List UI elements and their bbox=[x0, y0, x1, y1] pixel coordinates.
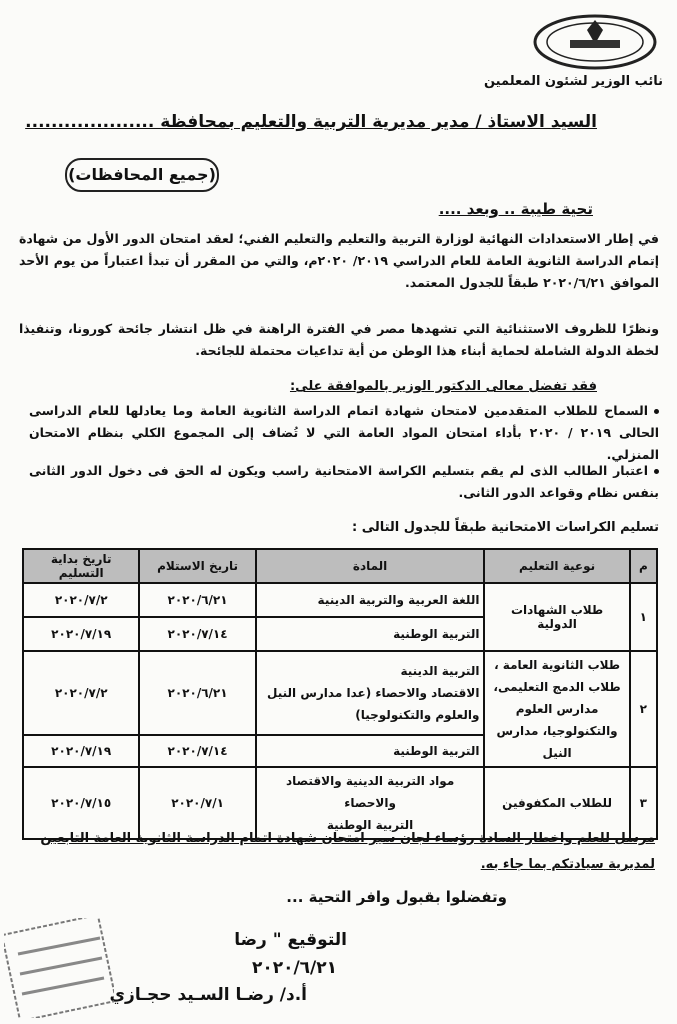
received-cell: ٢٠٢٠/٧/١ bbox=[139, 767, 255, 839]
subject-cell: مواد التربية الدينية والاقتصاد والاحصاء التربية الوطنية bbox=[256, 767, 485, 839]
received-cell: ٢٠٢٠/٧/١٤ bbox=[139, 735, 255, 767]
bullet-item bbox=[29, 400, 659, 466]
recipients-box: (جميع المحافظات) bbox=[65, 158, 219, 192]
delivery-cell: ٢٠٢٠/٧/١٩ bbox=[23, 735, 139, 767]
header-subject: المادة bbox=[256, 549, 485, 583]
bullet-icon bbox=[654, 469, 659, 474]
greeting: تحية طيبة .. وبعد .... bbox=[438, 200, 593, 218]
signatory-name: أ.د/ رضـا السـيد حجـازي bbox=[109, 985, 307, 1005]
group-num: ٢ bbox=[630, 651, 657, 767]
delivery-cell: ٢٠٢٠/٧/٢ bbox=[23, 583, 139, 617]
received-cell: ٢٠٢٠/٦/٢١ bbox=[139, 583, 255, 617]
footer-note: مرسل للعلم واخطار السادة رؤساء لجان سير امتحان شهادة اتمام الدراسة الثانوية العامة التابعين لمديرية سيادتكم بما جاء به. bbox=[40, 831, 655, 872]
signature-label: التوقيع " رضا bbox=[234, 930, 347, 950]
subject-cell: التربية الوطنية bbox=[256, 735, 485, 767]
subject-cell: التربية الدينية الاقتصاد والاحصاء (عدا مدارس النيل والعلوم والتكنولوجيا) bbox=[256, 651, 485, 735]
header-num: م bbox=[630, 549, 657, 583]
subject-cell: التربية الوطنية bbox=[256, 617, 485, 651]
received-cell: ٢٠٢٠/٦/٢١ bbox=[139, 651, 255, 735]
delivery-intro: تسليم الكراسات الامتحانية طبقاً للجدول التالى : bbox=[351, 520, 659, 535]
bullet-item bbox=[29, 460, 659, 504]
delivery-cell: ٢٠٢٠/٧/١٩ bbox=[23, 617, 139, 651]
ministry-logo-icon bbox=[530, 10, 660, 70]
closing-regards: وتفضلوا بقبول وافر التحية ... bbox=[286, 888, 507, 906]
signature-date: ٢٠٢٠/٦/٢١ bbox=[251, 958, 337, 978]
header-received: تاريخ الاستلام bbox=[139, 549, 255, 583]
group-num: ٣ bbox=[630, 767, 657, 839]
org-title: نائب الوزير لشئون المعلمين bbox=[483, 74, 663, 89]
paragraph-circumstances: ونظرًا للظروف الاستثنائية التي تشهدها مصر في الفترة الراهنة في ظل انتشار جائحة كورونا، وتنفيذا لخطة الدولة الشاملة لحماية أبناء هذا الوطن من أية تداعيات محتملة للجائحة. bbox=[19, 321, 659, 358]
addressee-line: السيد الاستاذ / مدير مديرية التربية والتعليم بمحافظة .................... bbox=[25, 112, 597, 132]
decision-intro: فقد تفضل معالى الدكتور الوزير بالموافقة على: bbox=[289, 379, 597, 394]
header-delivery: تاريخ بداية التسليم bbox=[23, 549, 139, 583]
delivery-cell: ٢٠٢٠/٧/٢ bbox=[23, 651, 139, 735]
group-type: طلاب الثانوية العامة ، طلاب الدمج التعليمى، مدارس العلوم والتكنولوجيا، مدارس النيل bbox=[484, 651, 629, 767]
group-num: ١ bbox=[630, 583, 657, 651]
delivery-schedule-table bbox=[22, 548, 658, 840]
table-row bbox=[23, 651, 657, 735]
paragraph-exam-prep: في إطار الاستعدادات النهائية لوزارة التربية والتعليم والتعليم الفني؛ لعقد امتحان الدور الأول من شهادة إتمام الدراسة الثانوية العامة للعام الدراسي ٢٠١٩/ ٢٠٢٠م، والتي من المقرر أن تبدأ اعتباراً من يوم الأحد الموافق ٢٠٢٠/٦/٢١ طبقاً للجدول المعتمد. bbox=[19, 231, 659, 290]
delivery-cell: ٢٠٢٠/٧/١٥ bbox=[23, 767, 139, 839]
received-cell: ٢٠٢٠/٧/١٤ bbox=[139, 617, 255, 651]
table-row bbox=[23, 583, 657, 617]
group-type: طلاب الشهادات الدولية bbox=[484, 583, 629, 651]
bullet-icon bbox=[654, 409, 659, 414]
bullet-text: السماح للطلاب المتقدمين لامتحان شهادة اتمام الدراسة الثانوية العامة وما يعادلها للعام الدراسى الحالى ٢٠١٩ / ٢٠٢٠ بأداء امتحان المواد العامة التي لا تُضاف إلى المجموع الكلي بنظام الامتحان المنزلي. bbox=[29, 403, 659, 462]
table-header-row bbox=[23, 549, 657, 583]
group-type: للطلاب المكفوفين bbox=[484, 767, 629, 839]
header-type: نوعية التعليم bbox=[484, 549, 629, 583]
bullet-text: اعتبار الطالب الذى لم يقم بتسليم الكراسة الامتحانية راسب ويكون له الحق فى دخول الدور الثانى بنفس نظام وقواعد الدور الثانى. bbox=[29, 463, 659, 500]
office-stamp-icon bbox=[4, 918, 114, 1018]
subject-cell: اللغة العربية والتربية الدينية bbox=[256, 583, 485, 617]
